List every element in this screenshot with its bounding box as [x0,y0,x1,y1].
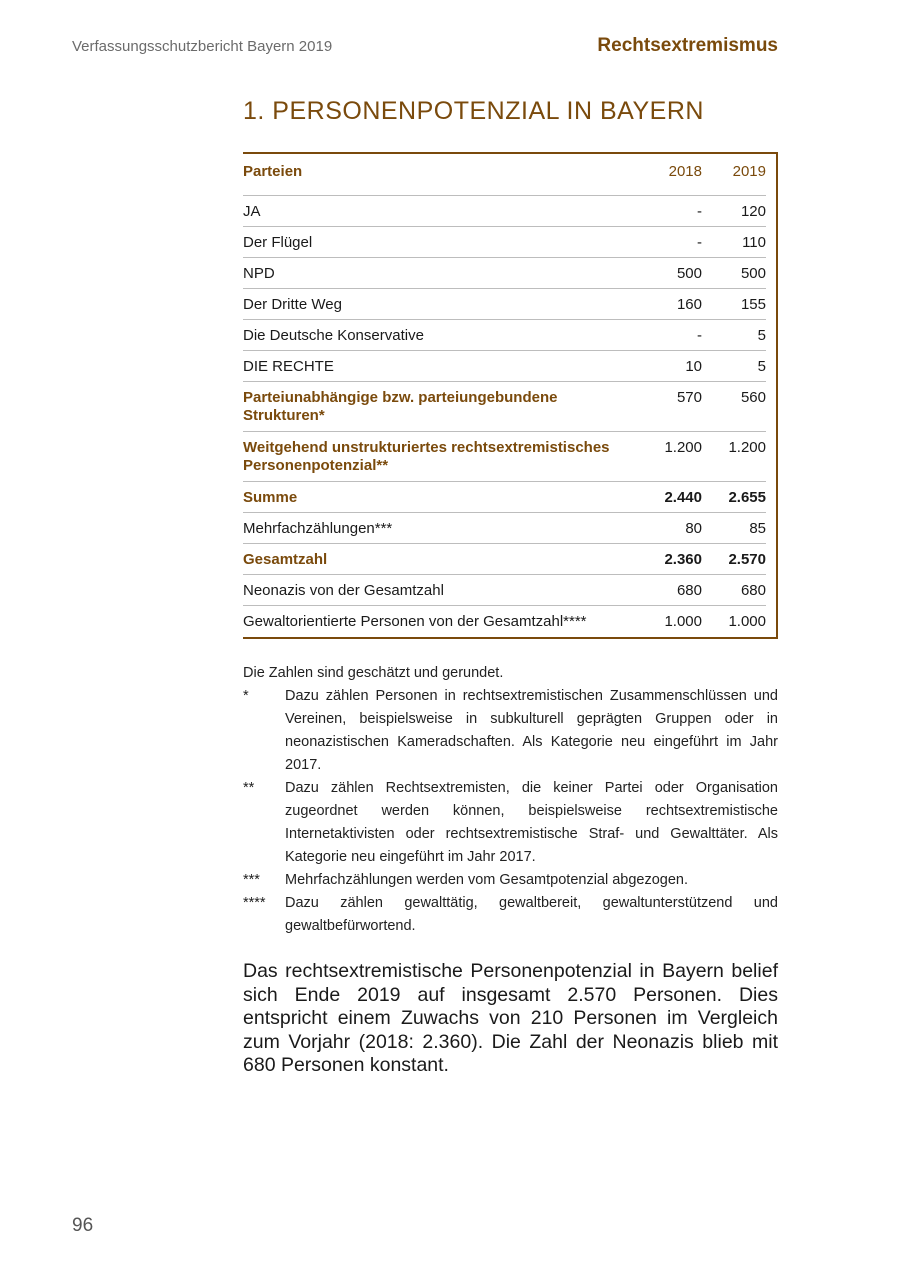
row-label: Der Flügel [243,234,313,251]
running-title: Verfassungsschutzbericht Bayern 2019 [72,38,333,55]
section-title: Rechtsextremismus [597,35,778,56]
row-value-2018: 1.200 [664,439,702,456]
row-value-2018: 2.360 [664,551,702,568]
table-row-gesamtzahl [243,544,766,575]
row-value-2018: - [697,234,702,251]
table-row [243,382,766,432]
column-header-2019: 2019 [732,163,766,180]
row-value-2018: 680 [676,582,702,599]
row-label: Mehrfachzählungen*** [243,520,393,537]
row-value-2019: 120 [740,203,766,220]
row-label: Weitgehend unstrukturiertes rechtsextremistisches Personenpotenzial** [243,439,610,474]
row-value-2018: 10 [685,358,702,375]
row-label: Gesamtzahl [243,551,328,568]
table-row [243,432,766,482]
row-value-2019: 85 [749,520,766,537]
footnotes [243,662,778,938]
table-row [243,320,766,351]
row-value-2018: 160 [676,296,702,313]
footnote-mark: **** [243,895,266,911]
footnote-mark: ** [243,780,255,796]
table-row [243,351,766,382]
row-value-2018: - [697,203,702,220]
page-number: 96 [72,1215,94,1236]
row-value-2019: 560 [740,389,766,406]
row-value-2019: 5 [757,358,766,375]
body-paragraph: Das rechtsextremistische Personenpotenzial in Bayern belief sich Ende 2019 auf insgesamt 2.570 Personen. Dies entspricht einem Zuwachs von 210 Personen im Vergleich zum Vorjahr (2018: 2.360). Die Zahl der Neonazis blieb mit 680 Personen konstant. [243,960,778,1076]
row-label: Die Deutsche Konservative [243,327,424,344]
row-label: Der Dritte Weg [243,296,342,313]
column-header-2018: 2018 [668,163,702,180]
footnote-intro: Die Zahlen sind geschätzt und gerundet. [243,665,504,681]
row-value-2018: - [697,327,702,344]
row-label: Summe [243,489,298,506]
footnote-text: Dazu zählen Personen in rechtsextremistischen Zusammenschlüssen und Vereinen, beispielsweise in subkulturell geprägten Gruppen oder in neonazistischen Kameradschaften. Als Kategorie neu eingeführt im Jahr 2017. [285,688,778,773]
footnote-text: Mehrfachzählungen werden vom Gesamtpotenzial abgezogen. [285,872,689,888]
footnote-mark: * [243,688,249,704]
footnote-mark: *** [243,872,260,888]
row-label: Gewaltorientierte Personen von der Gesamtzahl**** [243,613,587,630]
row-value-2019: 680 [740,582,766,599]
row-label: DIE RECHTE [243,358,334,375]
table-row [243,227,766,258]
row-value-2019: 2.655 [728,489,766,506]
row-value-2018: 2.440 [664,489,702,506]
footnote-item [243,892,778,938]
row-value-2018: 1.000 [664,613,702,630]
footnote-item [243,777,778,869]
table-row [243,258,766,289]
table-row [243,606,766,637]
footnote-text: Dazu zählen gewalttätig, gewaltbereit, gewaltunterstützend und gewaltbefürwortend. [285,895,778,934]
row-value-2018: 570 [676,389,702,406]
row-value-2018: 80 [685,520,702,537]
row-value-2019: 1.000 [728,613,766,630]
row-label: Neonazis von der Gesamtzahl [243,582,444,599]
row-value-2019: 110 [742,234,766,251]
row-value-2019: 5 [757,327,766,344]
row-label: Parteiunabhängige bzw. parteiungebundene Strukturen* [243,389,558,424]
table-row [243,289,766,320]
column-header-parteien: Parteien [243,163,303,180]
row-value-2019: 500 [740,265,766,282]
table-row [243,513,766,544]
table-row-summe [243,482,766,513]
row-value-2019: 1.200 [728,439,766,456]
row-label: JA [243,203,261,220]
page-heading: 1. PERSONENPOTENZIAL IN BAYERN [243,97,704,125]
footnote-text: Dazu zählen Rechtsextremisten, die keiner Partei oder Organisation zugeordnet werden können, beispielsweise rechtsextremistische Internetaktivisten oder rechtsextremistische Straf- und Gewalttäter. Als Kategorie neu eingeführt im Jahr 2017. [285,780,778,865]
row-value-2018: 500 [676,265,702,282]
personenpotenzial-table [243,152,778,639]
footnote-item [243,685,778,777]
row-label: NPD [243,265,275,282]
table-header-row [243,154,766,196]
footnote-item [243,869,778,892]
row-value-2019: 2.570 [728,551,766,568]
table-row [243,575,766,606]
table-row [243,196,766,227]
row-value-2019: 155 [740,296,766,313]
